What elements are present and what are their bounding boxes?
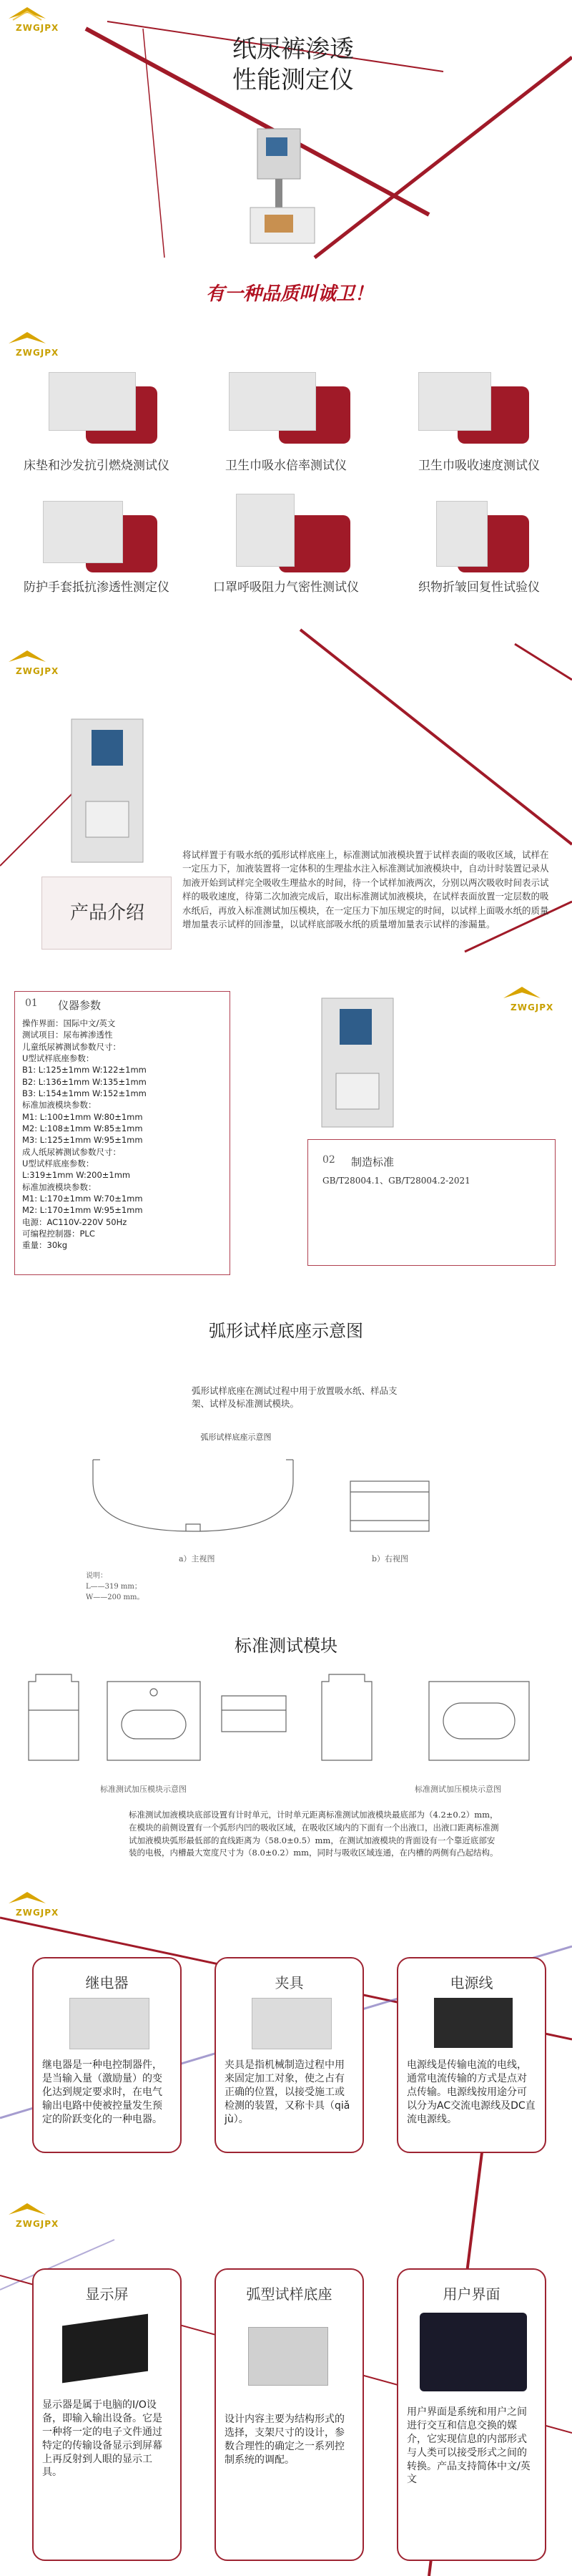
intro-text: 将试样置于有吸水纸的弧形试样底座上，标准测试加液模块置于试样表面的吸收区域，试样在一定压力下，加液装置将一定体积的生理盐水注入标准测试加液模块中，自动计时装置记录从加液开始到试样完全吸收生理盐水的时间，待一个试样加液两次，分别以两次吸收时间表示试样的吸收速度，待第二次加液完成后，取出标准测试加液模块，在试样表面放置一定层数的吸水纸后，再放入标准测试加压模块，在一定压力下加压规定的时间，以试样上面吸水纸的质量增加量表示试样的回渗量，以试样底部吸水纸的质量增加量表示试样的渗漏量。 bbox=[182, 849, 549, 930]
product-image bbox=[229, 372, 316, 431]
standard-panel bbox=[307, 1139, 556, 1266]
component-text: 夹具是指机械制造过程中用来固定加工对象，使之占有正确的位置，以接受施工或检测的装置，又称卡具（qiǎ jù）。 bbox=[225, 2059, 350, 2125]
logo-wings-icon bbox=[500, 984, 543, 1004]
component-image bbox=[69, 1998, 149, 2049]
params-line: M2: L:170±1mm W:95±1mm bbox=[22, 1205, 143, 1216]
params-line: M1: L:100±1mm W:80±1mm bbox=[22, 1111, 143, 1122]
logo-text: ZWGJPX bbox=[16, 2219, 59, 2229]
component-text: 显示器是属于电脑的I/O设备，即输入输出设备。它是一种将一定的电子文件通过特定的传输设备显示到屏幕上再反射到人眼的显示工具。 bbox=[42, 2399, 162, 2479]
component-text: 用户界面是系统和用户之间进行交互和信息交换的媒介，它实现信息的内部形式与人类可以接受形式之间的转换。产品支持简体中文/英文 bbox=[407, 2406, 531, 2486]
params-line: M2: L:108±1mm W:85±1mm bbox=[22, 1123, 143, 1133]
base-side-label: b）右视图 bbox=[372, 1554, 409, 1563]
base-diagram-heading: 弧形试样底座示意图 bbox=[209, 1321, 363, 1341]
logo-wings-icon bbox=[6, 2200, 49, 2220]
params-line: 电源：AC110V-220V 50Hz bbox=[22, 1216, 127, 1227]
component-card bbox=[32, 1957, 182, 2153]
product-label: 卫生巾吸水倍率测试仪 bbox=[225, 459, 347, 473]
params-product-image bbox=[315, 995, 408, 1138]
params-line: 标准加液模块参数： bbox=[22, 1181, 97, 1192]
product-image bbox=[43, 501, 123, 563]
module-text: 标准测试加液模块底部设置有计时单元，计时单元距离标准测试加液模块最底部为（4.2±0.2）mm，在模块的前侧设置有一个弧形内凹的吸收区域，在吸收区域内的下面有一个出液口，出液口距离标准测试加液模块弧形最低部的直线距离为（58.0±0.5）mm，在测试加液模块的背面设有一个靠近底部安装的电极，内槽最大宽度尺寸为（8.0±0.2）mm，同时与吸收区域连通，在内槽的两侧有凸起结构。 bbox=[129, 1810, 499, 1858]
params-line: 可编程控制器：PLC bbox=[22, 1228, 95, 1239]
component-card bbox=[214, 2268, 364, 2561]
brand-logo-3 bbox=[6, 648, 63, 679]
standard-number: 02 bbox=[322, 1154, 335, 1166]
component-text: 设计内容主要为结构形式的选择，支架尺寸的设计，参数合理性的确定之一系列控制系统的调配。 bbox=[225, 2414, 345, 2466]
logo-text: ZWGJPX bbox=[16, 23, 59, 33]
component-title: 继电器 bbox=[85, 1974, 129, 1991]
hero-title-line2: 性能测定仪 bbox=[232, 65, 354, 94]
hero-product-image bbox=[236, 122, 336, 258]
component-title: 显示屏 bbox=[85, 2285, 129, 2303]
params-line: 儿童纸尿裤测试参数尺寸： bbox=[22, 1041, 121, 1052]
product-image bbox=[418, 372, 491, 431]
module-right-views bbox=[315, 1667, 558, 1775]
params-line: 标准加液模块参数： bbox=[22, 1100, 97, 1111]
logo-wings-icon bbox=[6, 329, 49, 349]
base-note: W——200 mm。 bbox=[86, 1594, 144, 1601]
brand-logo-2 bbox=[6, 329, 63, 361]
params-line: M3: L:125±1mm W:95±1mm bbox=[22, 1135, 143, 1146]
base-diagram-caption: 弧形试样底座示意图 bbox=[200, 1433, 272, 1442]
component-card bbox=[397, 1957, 546, 2153]
base-note: L——319 mm； bbox=[86, 1583, 142, 1591]
component-text: 电源线是传输电流的电线，通常电流传输的方式是点对点传输。电源线按用途分可以分为AC交流电源线及DC直流电源线。 bbox=[407, 2059, 536, 2125]
standard-heading: 制造标准 bbox=[351, 1156, 395, 1169]
logo-text: ZWGJPX bbox=[16, 348, 59, 358]
module-caption-left: 标准测试加压模块示意图 bbox=[100, 1785, 187, 1794]
component-card bbox=[214, 1957, 364, 2153]
params-line: 成人纸尿裤测试参数尺寸： bbox=[22, 1146, 121, 1157]
component-title: 用户界面 bbox=[443, 2285, 500, 2303]
brand-logo-5 bbox=[6, 1889, 63, 1921]
base-front-view bbox=[86, 1453, 307, 1546]
module-diagram-heading: 标准测试模块 bbox=[235, 1636, 337, 1656]
component-card bbox=[397, 2268, 546, 2561]
brand-logo bbox=[6, 4, 63, 36]
product-image bbox=[49, 372, 136, 431]
standard-text: GB/T28004.1、GB/T28004.2-2021 bbox=[322, 1176, 470, 1186]
hero-title bbox=[186, 34, 400, 95]
intro-product-image bbox=[57, 716, 164, 873]
component-title: 夹具 bbox=[275, 1974, 304, 1991]
component-image bbox=[420, 2313, 527, 2391]
component-image bbox=[62, 2314, 148, 2384]
component-text: 继电器是一种电控制器件，是当输入量（激励量）的变化达到规定要求时，在电气输出电路中使被控量发生预定的阶跃变化的一种电器。 bbox=[42, 2059, 162, 2125]
product-label: 织物折皱回复性试验仪 bbox=[418, 580, 540, 595]
base-side-view bbox=[336, 1453, 450, 1546]
intro-heading: 产品介绍 bbox=[69, 902, 144, 924]
params-line: B2: L:136±1mm W:135±1mm bbox=[22, 1076, 147, 1087]
logo-text: ZWGJPX bbox=[16, 1908, 59, 1918]
component-image bbox=[252, 1998, 332, 2049]
params-line: U型试样底座参数： bbox=[22, 1158, 94, 1169]
module-left-views bbox=[21, 1667, 293, 1775]
component-image bbox=[248, 2327, 328, 2386]
hero-slogan: 有一种品质叫诚卫！ bbox=[205, 283, 373, 305]
product-label: 卫生巾吸收速度测试仪 bbox=[418, 459, 540, 473]
params-panel bbox=[14, 991, 230, 1275]
params-line: 重量：30kg bbox=[22, 1240, 68, 1251]
params-line: 操作界面：国际中文/英文 bbox=[22, 1018, 116, 1028]
params-line: U型试样底座参数： bbox=[22, 1053, 94, 1063]
component-title: 电源线 bbox=[450, 1974, 493, 1991]
product-label: 口罩呼吸阻力气密性测试仪 bbox=[213, 580, 359, 595]
params-heading: 仪器参数 bbox=[58, 999, 102, 1012]
params-list bbox=[22, 1018, 226, 1252]
logo-wings-icon bbox=[6, 648, 49, 668]
product-label: 防护手套抵抗渗透性测定仪 bbox=[24, 580, 169, 595]
params-line: B3: L:154±1mm W:152±1mm bbox=[22, 1088, 147, 1098]
product-image bbox=[436, 501, 488, 567]
product-image bbox=[236, 494, 295, 567]
hero-title-line1: 纸尿裤渗透 bbox=[232, 35, 354, 64]
brand-logo-6 bbox=[6, 2200, 63, 2232]
base-diagram-desc: 弧形试样底座在测试过程中用于放置吸水纸、样品支架、试样及标准测试模块。 bbox=[192, 1385, 398, 1410]
params-line: B1: L:125±1mm W:122±1mm bbox=[22, 1065, 147, 1075]
logo-text: ZWGJPX bbox=[16, 666, 59, 676]
logo-text: ZWGJPX bbox=[511, 1002, 554, 1013]
logo-wings-icon bbox=[6, 4, 49, 24]
params-line: L:319±1mm W:200±1mm bbox=[22, 1170, 131, 1181]
params-line: 测试项目：尿布裤渗透性 bbox=[22, 1030, 113, 1040]
component-image bbox=[434, 1998, 513, 2048]
base-front-label: a）主视图 bbox=[179, 1554, 215, 1563]
params-number: 01 bbox=[25, 997, 38, 1009]
base-notes bbox=[86, 1571, 144, 1603]
component-card bbox=[32, 2268, 182, 2561]
module-caption-right: 标准测试加压模块示意图 bbox=[415, 1785, 501, 1794]
params-line: M1: L:170±1mm W:70±1mm bbox=[22, 1193, 143, 1204]
component-title: 弧型试样底座 bbox=[246, 2285, 332, 2303]
logo-wings-icon bbox=[6, 1889, 49, 1909]
product-label: 床垫和沙发抗引燃烧测试仪 bbox=[24, 459, 169, 473]
base-note: 说明： bbox=[86, 1572, 107, 1580]
brand-logo-4 bbox=[500, 984, 558, 1015]
